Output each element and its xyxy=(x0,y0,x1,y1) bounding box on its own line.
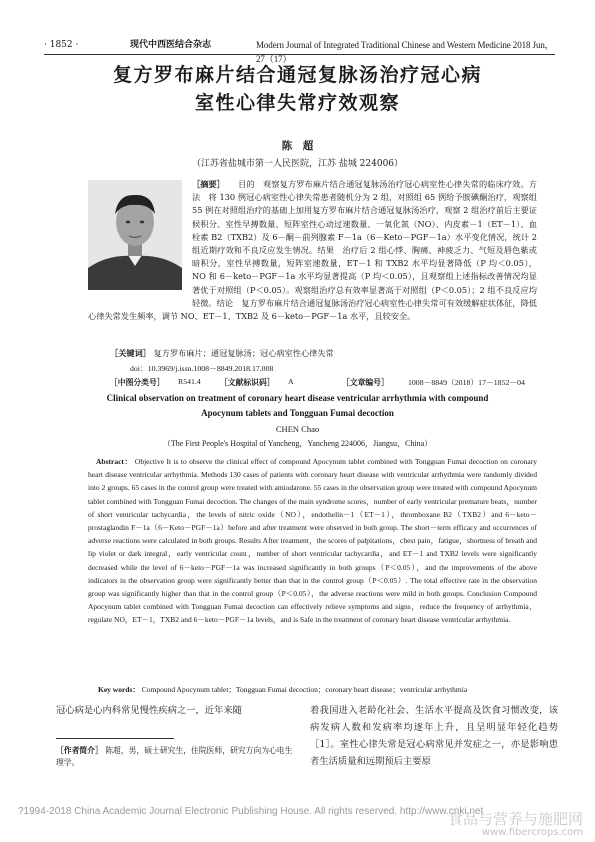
body-col-1: 冠心病是心内科常见慢性疾病之一，近年来随 xyxy=(56,705,242,716)
author-footnote xyxy=(56,745,296,769)
page-number: · 1852 · xyxy=(44,40,79,50)
en-affiliation: （The First People's Hospital of Yancheng，Yancheng 224006，Jiangsu，China） xyxy=(162,439,433,448)
keywords-cn-text: 复方罗布麻片；通冠复脉汤；冠心病室性心律失常 xyxy=(153,348,334,358)
abstract-en xyxy=(88,455,537,627)
keywords-cn-label: ［关键词］ xyxy=(110,348,151,358)
clc-label: ［中图分类号］ xyxy=(110,378,165,387)
copyright-footer: ?1994-2018 China Academic Journal Electronic Publishing House. All rights reserved. http://www.cnki.net xyxy=(18,806,484,817)
keywords-en xyxy=(98,684,537,696)
running-head xyxy=(44,38,555,64)
header-rule xyxy=(44,54,555,55)
author-name: 陈 超 xyxy=(281,140,314,152)
watermark-line-2: www.fibercrops.com xyxy=(481,827,583,838)
abstract-en-text: Objective It is to observe the clinical effect of compound Apocynum tablet combined with Tongguan Fumai decoction on coronary heart disease ventricular arrhythmia. Methods 130 cases of patients with coronary heart disease with ventricular arrhythmia were randomly divided into 2 groups. 65 cases in the control group were treated with amiodarone. 55 cases in the observation group were treated with compound Apocynum tablet combined with Tongguan Fumai decoction. The changes of the main syndrome scores，number of early ventricular premature beats，number of short ventricular tachycardia，the levels of nitric oxide（NO），endothelin－1（ET－1），thromboxane B2（TXB2）and 6－keto－prostaglandin F－1a（6－Keto－PGF－1a）before and after treatment were observed in both group. The short－term efficacy and occurrences of adverse reactions were calculated in both groups. Results After treatment，the scores of palpitations，chest pain，fatigue，shortness of breath and lip violet or dark integral，early ventricular count，number of short ventricular tachycardia，and ET－1 and TXB2 levels were significantly decreased while the level of 6－keto－PGF－1a was increased significantly in both groups（P＜0.05），and the improvements of the above indicators in the observation group were significantly better than that in the control group（P＜0.05）. The total effective rate in the observation group was significantly higher than that in the control group（P＜0.05），the adverse reactions were mild in both groups. Conclusion Compound Apocynum tablet combined with Tongguan Fumai decoction can effectively relieve symptoms and signs，reduce the frequency of arrhythmia，regulate NO，ET－1，TXB2 and 6－keto－PGF－1a levels，and is Safe in the treatment of coronary heart disease ventricular arrhythmia. xyxy=(88,457,537,625)
article-id-label: ［文章编号］ xyxy=(342,378,389,387)
watermark xyxy=(448,812,583,840)
doc-code-value: A xyxy=(288,377,294,386)
affiliation: （江苏省盐城市第一人民医院，江苏 盐城 224006） xyxy=(191,159,404,169)
en-author: CHEN Chao xyxy=(275,424,320,434)
doc-code-label: ［文献标识码］ xyxy=(220,378,275,387)
abstract-cn-label: ［摘要］ xyxy=(192,179,225,189)
footnote-label: ［作者简介］ xyxy=(56,746,103,755)
paper-title-line-2: 室性心律失常疗效观察 xyxy=(194,92,400,114)
clc-value: R541.4 xyxy=(178,377,201,386)
abstract-cn-body xyxy=(88,178,537,323)
keywords-en-label: Key words： xyxy=(98,685,140,694)
watermark-line-1: 食品与营养与施肥网 xyxy=(447,810,583,828)
abstract-en-label: Abstract： xyxy=(96,457,133,466)
journal-name-en: Modern Journal of Integrated Traditional Chinese and Western Medicine 2018 Jun，27（17） xyxy=(256,40,554,64)
en-title-line-2: Apocynum tablets and Tongguan Fumai decoction xyxy=(201,408,394,418)
abstract-cn-text: 目的 观察复方罗布麻片结合通冠复脉汤治疗冠心病室性心律失常的临床疗效。方法 将 130 例冠心病室性心律失常患者随机分为 2 组，对照组 65 例给予胺碘酮治疗，观察组 55 例在对照组治疗的基础上加用复方罗布麻片结合通冠复脉汤治疗，观察 2 组治疗前后主要证候积分、室性早搏数量、短阵室性心动过速数量、一氧化氮（NO）、内皮素－1（ET－1）、血栓素 B2（TXB2）及 6－酮－前列腺素 F－1a（6－Keto－PGF－1a）水平变化情况，统计 2 组近期疗效和不良反应发生情况。结果 治疗后 2 组心悸、胸痛、神疲乏力、气短及唇色紫或暗积分，室性早搏数量，短阵室速数量，ET－1 和 TXB2 水平均显著降低（P 均＜0.05），NO 和 6－keto－PGF－1a 水平均显著提高（P 均＜0.05），且观察组上述指标改善情况均显著优于对照组（P＜0.05）。观察组治疗总有效率显著高于对照组（P＜0.05）；2 组不良反应均轻微。结论 复方罗布麻片结合通冠复脉汤治疗冠心病室性心律失常可有效缓解症状体征，降低心律失常发生频率，调节 NO、ET－1、TXB2 及 6－keto－PGF－1a 水平，且较安全。 xyxy=(88,179,537,322)
photo-float-spacer xyxy=(88,178,192,302)
keywords-cn xyxy=(110,348,537,359)
footnote-text: 陈超，男，硕士研究生，住院医师，研究方向为心电生理学。 xyxy=(56,746,293,767)
doi: doi：10.3969/j.issn.1008－8849.2018.17.008 xyxy=(130,364,274,373)
footnote-rule xyxy=(56,738,174,739)
classification-line xyxy=(110,377,537,389)
body-col-2: 着我国进入老龄化社会、生活水平提高及饮食习惯改变，该病发病人数和发病率均逐年上升，且呈明显年轻化趋势［1］。室性心律失常是冠心病常见并发症之一，亦是影响患者生活质量和远期预后主要原 xyxy=(310,705,558,767)
en-title-line-1: Clinical observation on treatment of coronary heart disease ventricular arrhythmia with compound xyxy=(106,393,489,403)
journal-name-cn: 现代中西医结合杂志 xyxy=(130,40,212,50)
article-id-value: 1008－8849（2018）17－1852－04 xyxy=(408,378,525,387)
paper-title-line-1: 复方罗布麻片结合通冠复脉汤治疗冠心病 xyxy=(112,64,482,86)
keywords-en-text: Compound Apocynum tablet；Tongguan Fumai decoction；coronary heart disease；ventricular arrhythmia xyxy=(141,685,468,694)
